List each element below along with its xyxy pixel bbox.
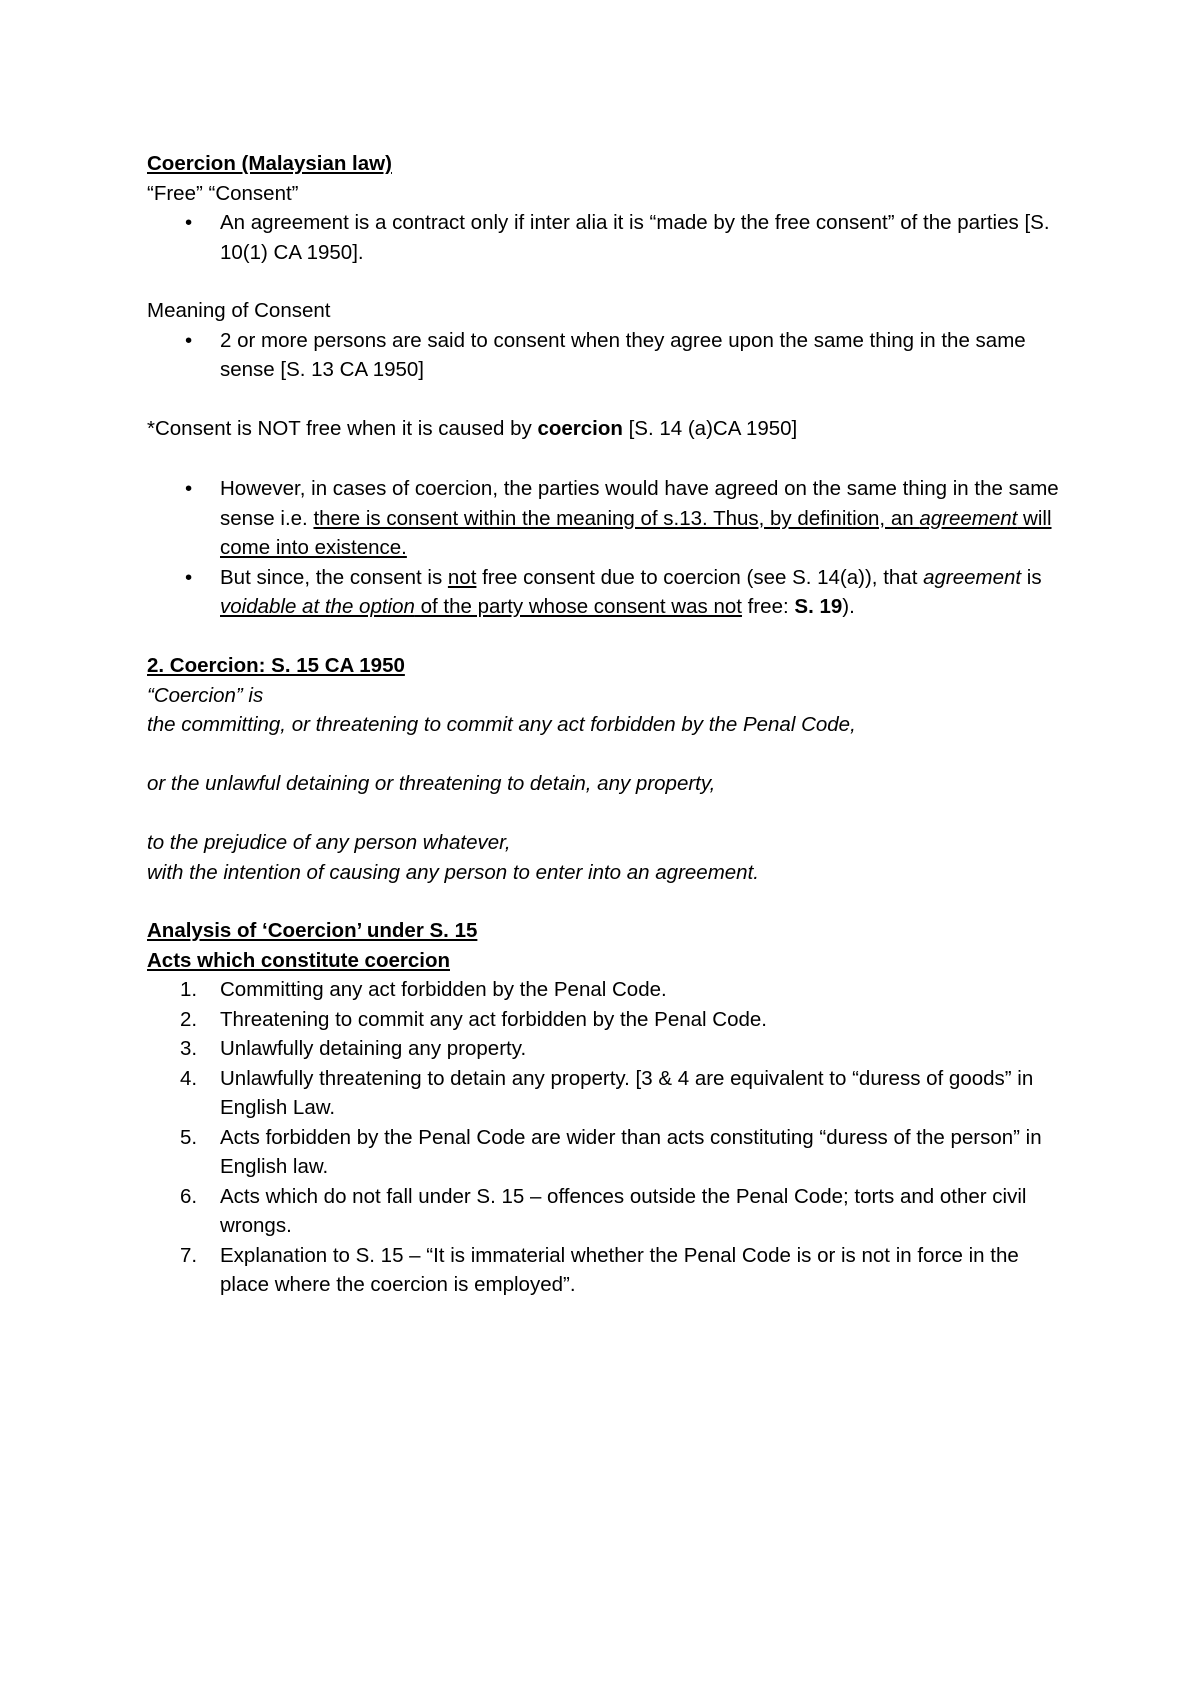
list-item-text: 2 or more persons are said to consent when they agree upon the same thing in the same sense [S. 13 CA 1950] bbox=[220, 328, 1026, 381]
meaning-of-consent-heading: Meaning of Consent bbox=[147, 299, 331, 322]
definition-block-2 bbox=[147, 769, 1067, 799]
section-consent-not-free bbox=[147, 414, 1067, 444]
list-item: 3. Unlawfully detaining any property. bbox=[147, 1034, 1067, 1064]
section-heading: 2. Coercion: S. 15 CA 1950 bbox=[147, 654, 405, 677]
list-item bbox=[147, 326, 1067, 385]
section-heading: Analysis of ‘Coercion’ under S. 15 bbox=[147, 919, 478, 942]
coercion-effects-list bbox=[147, 474, 1067, 622]
bullet-icon: • bbox=[185, 477, 193, 500]
list-number: 5. bbox=[180, 1125, 198, 1149]
list-item: 4. Unlawfully threatening to detain any property. [3 & 4 are equivalent to “duress of goods” in English Law. bbox=[147, 1064, 1067, 1123]
list-number: 6. bbox=[180, 1184, 198, 1208]
definition-line: “Coercion” is bbox=[147, 683, 264, 707]
list-number: 7. bbox=[180, 1243, 198, 1267]
list-number: 2. bbox=[180, 1007, 198, 1031]
section-free-consent bbox=[147, 149, 1067, 267]
section-coercion-definition bbox=[147, 651, 1067, 740]
definition-line: the committing, or threatening to commit any act forbidden by the Penal Code, bbox=[147, 713, 856, 736]
free-consent-list bbox=[147, 208, 1067, 267]
list-item: 2. Threatening to commit any act forbidden by the Penal Code. bbox=[147, 1005, 1067, 1035]
list-item bbox=[147, 208, 1067, 267]
coercion-note: *Consent is NOT free when it is caused by coercion [S. 14 (a)CA 1950] bbox=[147, 417, 798, 440]
document-title: Coercion (Malaysian law) bbox=[147, 152, 392, 175]
list-item: 7. Explanation to S. 15 – “It is immaterial whether the Penal Code is or is not in force in the place where the coercion is employed”. bbox=[147, 1241, 1067, 1300]
bullet-icon: • bbox=[185, 211, 193, 234]
list-number: 1. bbox=[180, 978, 198, 1001]
list-item: • However, in cases of coercion, the parties would have agreed on the same thing in the same sense i.e. there is consent within the meaning of s.13. Thus, by definition, an agreement will come into existence. bbox=[147, 474, 1067, 563]
list-number: 3. bbox=[180, 1037, 198, 1060]
definition-line: or the unlawful detaining or threatening to detain, any property, bbox=[147, 772, 716, 795]
subsection-heading: Acts which constitute coercion bbox=[147, 948, 450, 972]
section-coercion-effects bbox=[147, 474, 1067, 622]
section-meaning-of-consent bbox=[147, 296, 1067, 385]
list-item: 6. Acts which do not fall under S. 15 – offences outside the Penal Code; torts and other civil wrongs. bbox=[147, 1182, 1067, 1241]
section-analysis bbox=[147, 916, 1067, 1300]
coercion-term: coercion bbox=[537, 417, 623, 440]
free-consent-heading: “Free” “Consent” bbox=[147, 181, 299, 205]
list-number: 4. bbox=[180, 1066, 198, 1090]
list-item: 5. Acts forbidden by the Penal Code are wider than acts constituting “duress of the person” in English law. bbox=[147, 1123, 1067, 1182]
definition-line: to the prejudice of any person whatever, bbox=[147, 831, 511, 854]
list-item-text: An agreement is a contract only if inter alia it is “made by the free consent” of the parties [S. 10(1) CA 1950]. bbox=[220, 211, 1050, 264]
bullet-icon: • bbox=[185, 328, 193, 352]
meaning-of-consent-list bbox=[147, 326, 1067, 385]
list-item: 1. Committing any act forbidden by the Penal Code. bbox=[147, 975, 1067, 1005]
coercion-acts-list bbox=[147, 975, 1067, 1300]
definition-block-3 bbox=[147, 828, 1067, 887]
list-item: • But since, the consent is not free consent due to coercion (see S. 14(a)), that agreement is voidable at the option of the party whose consent was not free: S. 19). bbox=[147, 563, 1067, 622]
bullet-icon: • bbox=[185, 565, 193, 589]
definition-line: with the intention of causing any person to enter into an agreement. bbox=[147, 860, 759, 884]
